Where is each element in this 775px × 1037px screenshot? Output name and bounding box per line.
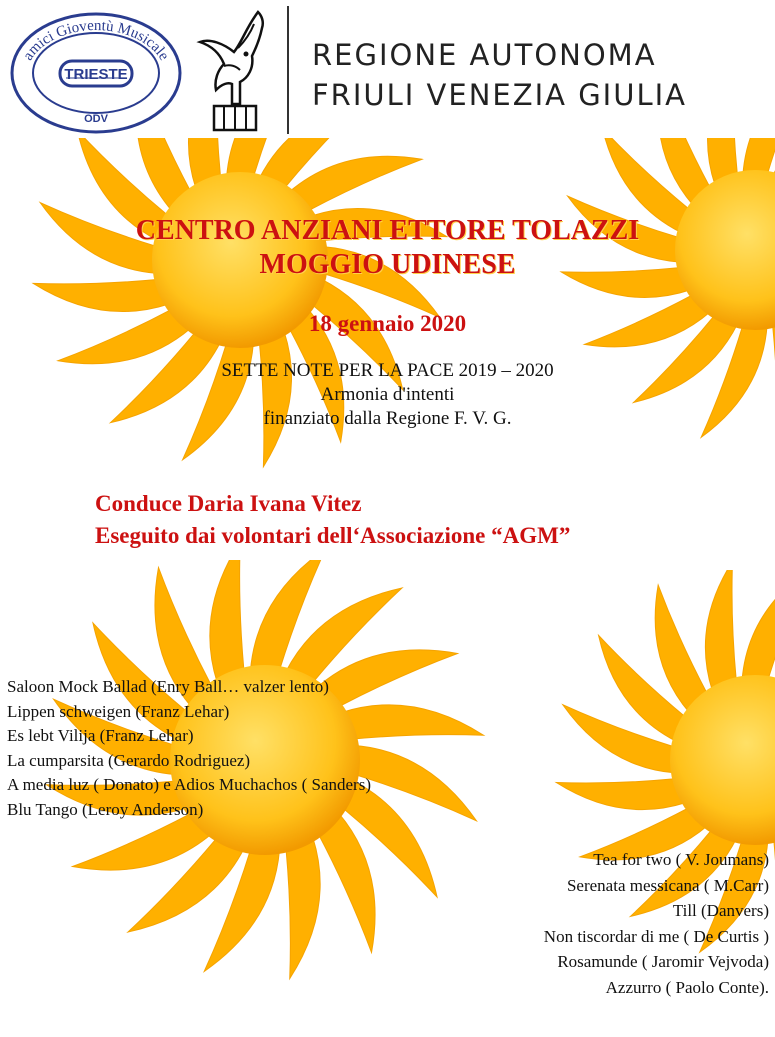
logo-suffix: ODV (84, 113, 108, 125)
sun-ray (705, 570, 736, 691)
sun-ray (33, 279, 168, 311)
program-item: Till (Danvers) (672, 901, 769, 920)
region-name-line2: FRIULI VENEZIA GIULIA (312, 78, 687, 112)
sun-ray (289, 156, 422, 211)
eagle-emblem-icon (194, 8, 276, 134)
program-item: Rosamunde ( Jaromir Vejvoda) (557, 952, 769, 971)
program-item: Lippen schweigen (Franz Lehar) (7, 701, 230, 721)
performers-line: Eseguito dai volontari dell‘Associazione “AGM” (95, 523, 571, 548)
event-title-line1: CENTRO ANZIANI ETTORE TOLAZZI (135, 215, 640, 246)
info-line-subtitle: Armonia d'intenti (320, 384, 455, 405)
logo-ring-text: amici Gioventù Musicale (20, 17, 172, 64)
event-info (0, 359, 775, 431)
region-name-line1: REGIONE AUTONOMA (312, 38, 657, 72)
program-item: Tea for two ( V. Joumans) (593, 850, 769, 869)
sun-ray (210, 560, 244, 683)
program-item: Es lebt Vilija (Franz Lehar) (7, 726, 194, 745)
logo-city: TRIESTE (64, 66, 128, 83)
info-line-funding: finanziato dalla Regione F. V. G. (263, 408, 512, 429)
program-item: La cumparsita (Gerardo Rodriguez) (7, 750, 251, 770)
event-title-line2: MOGGIO UDINESE (259, 249, 516, 280)
header-divider (287, 6, 289, 134)
program-list-right (544, 847, 769, 1000)
sun-ray (318, 813, 375, 952)
program-item: Saloon Mock Ballad (Enry Ball… valzer lento) (7, 677, 329, 696)
program-item: Non tiscordar di me ( De Curtis ) (543, 926, 769, 946)
sun-ray (556, 779, 686, 810)
sun-ray (655, 585, 707, 713)
sun-ray (742, 570, 775, 680)
program-item: A media luz ( Donato) e Adios Muchachos ( Sanders) (7, 775, 371, 794)
conductor-line: Conduce Daria Ivana Vitez (95, 491, 362, 516)
info-line-project: SETTE NOTE PER LA PACE 2019 – 2020 (221, 360, 554, 381)
credits (95, 488, 570, 552)
program-item: Blu Tango (Leroy Anderson) (7, 799, 204, 819)
program-list-left (7, 675, 371, 822)
sun-ray (286, 837, 320, 978)
event-title (0, 214, 775, 282)
agm-trieste-logo (10, 12, 182, 134)
event-date: 18 gennaio 2020 (308, 311, 467, 336)
program-item: Azzurro ( Paolo Conte). (605, 977, 769, 997)
program-item: Serenata messicana ( M.Carr) (566, 875, 769, 895)
header (0, 0, 775, 138)
